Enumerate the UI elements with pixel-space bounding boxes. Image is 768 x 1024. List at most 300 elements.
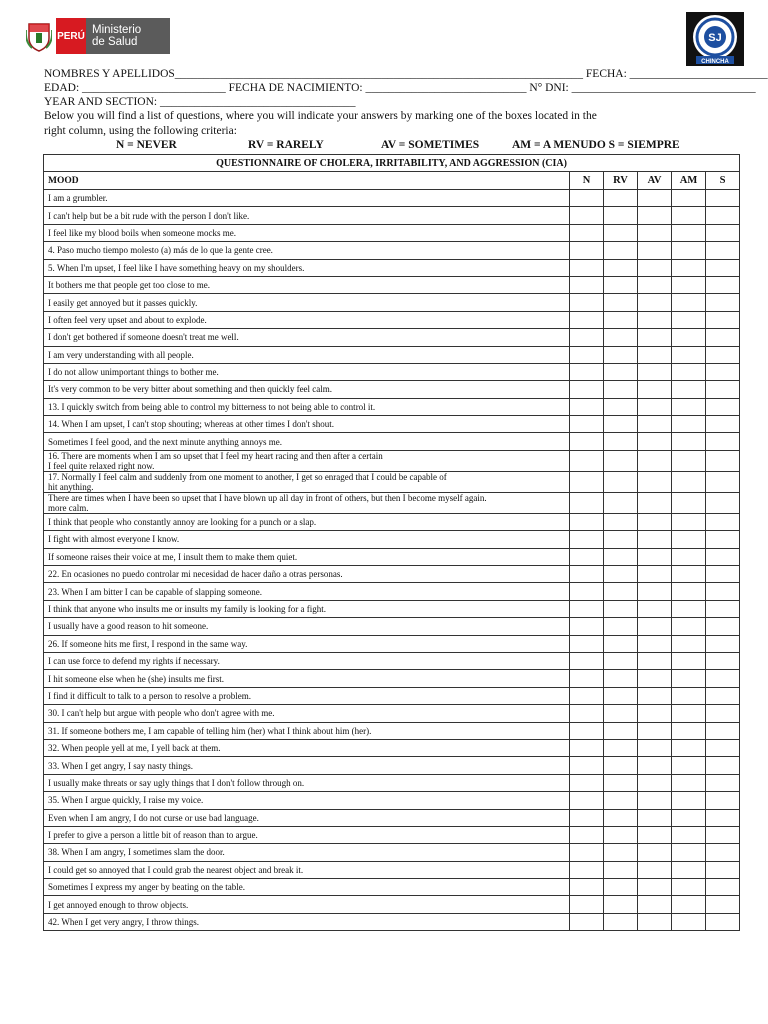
- answer-box-av[interactable]: [638, 896, 672, 913]
- answer-box-am[interactable]: [672, 739, 706, 756]
- answer-box-n[interactable]: [570, 566, 604, 583]
- year-section-line: YEAR AND SECTION: __________________________________: [44, 96, 356, 108]
- answer-box-n[interactable]: [570, 635, 604, 652]
- answer-box-s[interactable]: [706, 792, 740, 809]
- question-row: [44, 329, 740, 346]
- answer-box-s[interactable]: [706, 329, 740, 346]
- answer-box-s[interactable]: [706, 346, 740, 363]
- question-text: 22. En ocasiones no puedo controlar mi necesidad de hacer daño a otras personas.: [44, 566, 570, 583]
- question-row: [44, 670, 740, 687]
- answer-box-am[interactable]: [672, 618, 706, 635]
- question-row: [44, 450, 740, 471]
- ministry-label: [86, 18, 170, 54]
- answer-box-rv[interactable]: [604, 670, 638, 687]
- question-row: [44, 826, 740, 843]
- answer-box-n[interactable]: [570, 471, 604, 492]
- answer-box-av[interactable]: [638, 329, 672, 346]
- answer-box-rv[interactable]: [604, 548, 638, 565]
- answer-box-am[interactable]: [672, 311, 706, 328]
- answer-box-am[interactable]: [672, 381, 706, 398]
- answer-box-am[interactable]: [672, 259, 706, 276]
- question-row: [44, 896, 740, 913]
- answer-box-am[interactable]: [672, 583, 706, 600]
- column-header-rarely: RV: [604, 172, 638, 190]
- question-row: [44, 471, 740, 492]
- answer-box-s[interactable]: [706, 433, 740, 450]
- hospital-logo: [686, 12, 744, 66]
- answer-box-n[interactable]: [570, 618, 604, 635]
- answer-box-s[interactable]: [706, 722, 740, 739]
- answer-box-s[interactable]: [706, 635, 740, 652]
- column-header-sometimes: AV: [638, 172, 672, 190]
- answer-box-rv[interactable]: [604, 513, 638, 530]
- answer-box-s[interactable]: [706, 276, 740, 293]
- answer-box-s[interactable]: [706, 363, 740, 380]
- answer-box-rv[interactable]: [604, 259, 638, 276]
- instructions-line2: right column, using the following criteria:: [44, 125, 237, 137]
- question-text: I could get so annoyed that I could grab the nearest object and break it.: [44, 861, 570, 878]
- answer-box-av[interactable]: [638, 381, 672, 398]
- answer-box-n[interactable]: [570, 548, 604, 565]
- answer-box-am[interactable]: [672, 722, 706, 739]
- answer-box-rv[interactable]: [604, 635, 638, 652]
- answer-box-am[interactable]: [672, 329, 706, 346]
- answer-box-s[interactable]: [706, 652, 740, 669]
- answer-box-am[interactable]: [672, 566, 706, 583]
- answer-box-n[interactable]: [570, 294, 604, 311]
- answer-box-s[interactable]: [706, 294, 740, 311]
- question-row: [44, 259, 740, 276]
- question-text: 32. When people yell at me, I yell back at them.: [44, 739, 570, 756]
- answer-box-av[interactable]: [638, 739, 672, 756]
- question-row: [44, 433, 740, 450]
- question-row: [44, 652, 740, 669]
- answer-box-rv[interactable]: [604, 294, 638, 311]
- svg-text:SJ: SJ: [708, 32, 722, 44]
- answer-box-am[interactable]: [672, 276, 706, 293]
- answer-box-am[interactable]: [672, 190, 706, 207]
- answer-box-s[interactable]: [706, 190, 740, 207]
- answer-box-av[interactable]: [638, 809, 672, 826]
- answer-box-am[interactable]: [672, 450, 706, 471]
- question-row: [44, 416, 740, 433]
- answer-box-am[interactable]: [672, 896, 706, 913]
- answer-box-am[interactable]: [672, 600, 706, 617]
- question-text: Sometimes I express my anger by beating on the table.: [44, 879, 570, 896]
- answer-box-rv[interactable]: [604, 398, 638, 415]
- answer-box-av[interactable]: [638, 242, 672, 259]
- answer-box-av[interactable]: [638, 531, 672, 548]
- answer-box-am[interactable]: [672, 844, 706, 861]
- answer-box-rv[interactable]: [604, 450, 638, 471]
- answer-box-rv[interactable]: [604, 190, 638, 207]
- answer-box-av[interactable]: [638, 450, 672, 471]
- question-row: [44, 583, 740, 600]
- question-row: [44, 311, 740, 328]
- answer-box-am[interactable]: [672, 879, 706, 896]
- answer-box-am[interactable]: [672, 670, 706, 687]
- answer-box-n[interactable]: [570, 739, 604, 756]
- answer-box-s[interactable]: [706, 548, 740, 565]
- answer-box-am[interactable]: [672, 652, 706, 669]
- answer-box-s[interactable]: [706, 583, 740, 600]
- answer-box-am[interactable]: [672, 294, 706, 311]
- answer-box-s[interactable]: [706, 492, 740, 513]
- answer-box-s[interactable]: [706, 224, 740, 241]
- answer-box-n[interactable]: [570, 826, 604, 843]
- answer-box-am[interactable]: [672, 774, 706, 791]
- column-header-always: S: [706, 172, 740, 190]
- question-row: [44, 190, 740, 207]
- answer-box-n[interactable]: [570, 722, 604, 739]
- answer-box-s[interactable]: [706, 311, 740, 328]
- ministry-logo: [22, 18, 170, 54]
- question-text: I do not allow unimportant things to bother me.: [44, 363, 570, 380]
- question-row: [44, 242, 740, 259]
- answer-box-rv[interactable]: [604, 861, 638, 878]
- answer-box-s[interactable]: [706, 844, 740, 861]
- answer-box-av[interactable]: [638, 774, 672, 791]
- answer-box-am[interactable]: [672, 242, 706, 259]
- answer-box-av[interactable]: [638, 548, 672, 565]
- column-header-often: AM: [672, 172, 706, 190]
- answer-box-s[interactable]: [706, 531, 740, 548]
- question-text: 42. When I get very angry, I throw things.: [44, 913, 570, 930]
- answer-box-rv[interactable]: [604, 381, 638, 398]
- answer-box-am[interactable]: [672, 913, 706, 930]
- answer-box-av[interactable]: [638, 276, 672, 293]
- question-text: I think that anyone who insults me or insults my family is looking for a fight.: [44, 600, 570, 617]
- criteria-rarely: RV = RARELY: [248, 139, 324, 151]
- answer-box-am[interactable]: [672, 826, 706, 843]
- name-date-line: NOMBRES Y APELLIDOS_______________________________________________________________________ FECHA: ________________________: [44, 68, 768, 80]
- answer-box-rv[interactable]: [604, 276, 638, 293]
- answer-box-s[interactable]: [706, 861, 740, 878]
- answer-box-am[interactable]: [672, 207, 706, 224]
- answer-box-av[interactable]: [638, 311, 672, 328]
- answer-box-s[interactable]: [706, 600, 740, 617]
- answer-box-am[interactable]: [672, 687, 706, 704]
- answer-box-av[interactable]: [638, 566, 672, 583]
- answer-box-n[interactable]: [570, 705, 604, 722]
- questionnaire-table: [43, 154, 740, 931]
- answer-box-av[interactable]: [638, 416, 672, 433]
- answer-box-rv[interactable]: [604, 433, 638, 450]
- answer-box-n[interactable]: [570, 844, 604, 861]
- question-row: [44, 792, 740, 809]
- question-text: I don't get bothered if someone doesn't treat me well.: [44, 329, 570, 346]
- age-dob-dni-line: EDAD: _________________________ FECHA DE NACIMIENTO: ____________________________ N° DNI: ________________________________: [44, 82, 756, 94]
- answer-box-n[interactable]: [570, 757, 604, 774]
- answer-box-s[interactable]: [706, 739, 740, 756]
- answer-box-n[interactable]: [570, 433, 604, 450]
- answer-box-s[interactable]: [706, 670, 740, 687]
- ministry-line2: de Salud: [92, 36, 138, 48]
- answer-box-n[interactable]: [570, 450, 604, 471]
- question-text: 35. When I argue quickly, I raise my voice.: [44, 792, 570, 809]
- question-row: [44, 757, 740, 774]
- answer-box-av[interactable]: [638, 398, 672, 415]
- answer-box-am[interactable]: [672, 757, 706, 774]
- answer-box-s[interactable]: [706, 513, 740, 530]
- answer-box-n[interactable]: [570, 583, 604, 600]
- answer-box-rv[interactable]: [604, 566, 638, 583]
- answer-box-av[interactable]: [638, 792, 672, 809]
- answer-box-n[interactable]: [570, 259, 604, 276]
- answer-box-am[interactable]: [672, 398, 706, 415]
- answer-box-rv[interactable]: [604, 792, 638, 809]
- answer-box-rv[interactable]: [604, 618, 638, 635]
- answer-box-rv[interactable]: [604, 531, 638, 548]
- answer-box-av[interactable]: [638, 363, 672, 380]
- question-text: I easily get annoyed but it passes quickly.: [44, 294, 570, 311]
- question-row: [44, 513, 740, 530]
- question-row: [44, 276, 740, 293]
- answer-box-rv[interactable]: [604, 583, 638, 600]
- question-text: 38. When I am angry, I sometimes slam the door.: [44, 844, 570, 861]
- answer-box-rv[interactable]: [604, 722, 638, 739]
- answer-box-n[interactable]: [570, 190, 604, 207]
- answer-box-s[interactable]: [706, 381, 740, 398]
- answer-box-av[interactable]: [638, 259, 672, 276]
- answer-box-am[interactable]: [672, 531, 706, 548]
- answer-box-s[interactable]: [706, 242, 740, 259]
- answer-box-av[interactable]: [638, 294, 672, 311]
- answer-box-av[interactable]: [638, 687, 672, 704]
- answer-box-n[interactable]: [570, 398, 604, 415]
- answer-box-rv[interactable]: [604, 844, 638, 861]
- answer-box-n[interactable]: [570, 809, 604, 826]
- answer-box-rv[interactable]: [604, 363, 638, 380]
- criteria-never: N = NEVER: [116, 139, 177, 151]
- answer-box-rv[interactable]: [604, 896, 638, 913]
- answer-box-rv[interactable]: [604, 879, 638, 896]
- answer-box-av[interactable]: [638, 635, 672, 652]
- question-row: [44, 861, 740, 878]
- answer-box-rv[interactable]: [604, 242, 638, 259]
- answer-box-am[interactable]: [672, 513, 706, 530]
- answer-box-n[interactable]: [570, 416, 604, 433]
- answer-box-n[interactable]: [570, 311, 604, 328]
- question-text: 13. I quickly switch from being able to control my bitterness to not being able to control it.: [44, 398, 570, 415]
- answer-box-s[interactable]: [706, 566, 740, 583]
- answer-box-am[interactable]: [672, 861, 706, 878]
- answer-box-n[interactable]: [570, 896, 604, 913]
- answer-box-am[interactable]: [672, 705, 706, 722]
- answer-box-n[interactable]: [570, 600, 604, 617]
- answer-box-av[interactable]: [638, 722, 672, 739]
- answer-box-s[interactable]: [706, 774, 740, 791]
- answer-box-av[interactable]: [638, 207, 672, 224]
- answer-box-av[interactable]: [638, 879, 672, 896]
- question-row: [44, 566, 740, 583]
- answer-box-n[interactable]: [570, 381, 604, 398]
- answer-box-n[interactable]: [570, 363, 604, 380]
- answer-box-n[interactable]: [570, 242, 604, 259]
- answer-box-s[interactable]: [706, 879, 740, 896]
- answer-box-n[interactable]: [570, 670, 604, 687]
- answer-box-av[interactable]: [638, 618, 672, 635]
- question-row: [44, 618, 740, 635]
- answer-box-n[interactable]: [570, 346, 604, 363]
- question-row: [44, 913, 740, 930]
- answer-box-av[interactable]: [638, 861, 672, 878]
- answer-box-av[interactable]: [638, 913, 672, 930]
- answer-box-rv[interactable]: [604, 224, 638, 241]
- question-text: Even when I am angry, I do not curse or use bad language.: [44, 809, 570, 826]
- instructions-line1: Below you will find a list of questions, where you will indicate your answers by marking one of the boxes located in the: [44, 110, 597, 122]
- question-row: [44, 381, 740, 398]
- answer-box-rv[interactable]: [604, 207, 638, 224]
- question-text: 23. When I am bitter I can be capable of slapping someone.: [44, 583, 570, 600]
- peru-label: PERÚ: [56, 18, 86, 54]
- column-header-never: N: [570, 172, 604, 190]
- answer-box-s[interactable]: [706, 618, 740, 635]
- answer-box-n[interactable]: [570, 329, 604, 346]
- question-row: [44, 224, 740, 241]
- answer-box-rv[interactable]: [604, 492, 638, 513]
- answer-box-am[interactable]: [672, 471, 706, 492]
- answer-box-rv[interactable]: [604, 809, 638, 826]
- answer-box-av[interactable]: [638, 471, 672, 492]
- answer-box-av[interactable]: [638, 670, 672, 687]
- answer-box-am[interactable]: [672, 346, 706, 363]
- answer-box-rv[interactable]: [604, 774, 638, 791]
- answer-box-s[interactable]: [706, 207, 740, 224]
- question-row: [44, 398, 740, 415]
- answer-box-n[interactable]: [570, 207, 604, 224]
- answer-box-rv[interactable]: [604, 757, 638, 774]
- answer-box-n[interactable]: [570, 913, 604, 930]
- question-text: 16. There are moments when I am so upset that I feel my heart racing and then after a certain I feel quite relaxed right now.: [44, 450, 570, 471]
- answer-box-av[interactable]: [638, 844, 672, 861]
- answer-box-av[interactable]: [638, 433, 672, 450]
- answer-box-rv[interactable]: [604, 416, 638, 433]
- answer-box-rv[interactable]: [604, 739, 638, 756]
- answer-box-rv[interactable]: [604, 600, 638, 617]
- answer-box-am[interactable]: [672, 492, 706, 513]
- answer-box-s[interactable]: [706, 826, 740, 843]
- answer-box-n[interactable]: [570, 492, 604, 513]
- answer-box-n[interactable]: [570, 531, 604, 548]
- answer-box-av[interactable]: [638, 492, 672, 513]
- question-text: I usually have a good reason to hit someone.: [44, 618, 570, 635]
- answer-box-rv[interactable]: [604, 687, 638, 704]
- question-text: It's very common to be very bitter about something and then quickly feel calm.: [44, 381, 570, 398]
- answer-box-n[interactable]: [570, 652, 604, 669]
- answer-box-am[interactable]: [672, 548, 706, 565]
- question-row: [44, 548, 740, 565]
- question-text: 26. If someone hits me first, I respond in the same way.: [44, 635, 570, 652]
- answer-box-n[interactable]: [570, 879, 604, 896]
- answer-box-s[interactable]: [706, 809, 740, 826]
- question-text: I fight with almost everyone I know.: [44, 531, 570, 548]
- answer-box-am[interactable]: [672, 224, 706, 241]
- hospital-logo-text: CHINCHA: [701, 59, 729, 65]
- answer-box-s[interactable]: [706, 471, 740, 492]
- question-text: If someone raises their voice at me, I insult them to make them quiet.: [44, 548, 570, 565]
- answer-box-s[interactable]: [706, 416, 740, 433]
- answer-box-av[interactable]: [638, 652, 672, 669]
- question-text: I can't help but be a bit rude with the person I don't like.: [44, 207, 570, 224]
- question-text: 17. Normally I feel calm and suddenly from one moment to another, I get so enraged that I could be capable of hit anything.: [44, 471, 570, 492]
- question-text: I hit someone else when he (she) insults me first.: [44, 670, 570, 687]
- question-text: I can use force to defend my rights if necessary.: [44, 652, 570, 669]
- answer-box-s[interactable]: [706, 398, 740, 415]
- answer-box-s[interactable]: [706, 259, 740, 276]
- answer-box-n[interactable]: [570, 224, 604, 241]
- answer-box-n[interactable]: [570, 792, 604, 809]
- question-text: I am a grumbler.: [44, 190, 570, 207]
- answer-box-rv[interactable]: [604, 826, 638, 843]
- answer-box-rv[interactable]: [604, 652, 638, 669]
- answer-box-n[interactable]: [570, 774, 604, 791]
- ministry-line1: Ministerio: [92, 24, 142, 36]
- answer-box-n[interactable]: [570, 687, 604, 704]
- question-text: 4. Paso mucho tiempo molesto (a) más de lo que la gente cree.: [44, 242, 570, 259]
- answer-box-s[interactable]: [706, 757, 740, 774]
- question-row: [44, 809, 740, 826]
- answer-box-av[interactable]: [638, 600, 672, 617]
- answer-box-rv[interactable]: [604, 705, 638, 722]
- answer-box-av[interactable]: [638, 513, 672, 530]
- answer-box-am[interactable]: [672, 363, 706, 380]
- answer-box-av[interactable]: [638, 190, 672, 207]
- question-text: I feel like my blood boils when someone mocks me.: [44, 224, 570, 241]
- answer-box-s[interactable]: [706, 450, 740, 471]
- answer-box-n[interactable]: [570, 861, 604, 878]
- question-row: [44, 363, 740, 380]
- answer-box-av[interactable]: [638, 826, 672, 843]
- answer-box-am[interactable]: [672, 433, 706, 450]
- answer-box-av[interactable]: [638, 705, 672, 722]
- answer-box-s[interactable]: [706, 913, 740, 930]
- question-text: 33. When I get angry, I say nasty things.: [44, 757, 570, 774]
- question-text: I think that people who constantly annoy are looking for a punch or a slap.: [44, 513, 570, 530]
- answer-box-rv[interactable]: [604, 346, 638, 363]
- answer-box-am[interactable]: [672, 809, 706, 826]
- answer-box-s[interactable]: [706, 687, 740, 704]
- answer-box-av[interactable]: [638, 224, 672, 241]
- answer-box-rv[interactable]: [604, 471, 638, 492]
- answer-box-s[interactable]: [706, 896, 740, 913]
- question-text: It bothers me that people get too close to me.: [44, 276, 570, 293]
- question-text: I find it difficult to talk to a person to resolve a problem.: [44, 687, 570, 704]
- answer-box-am[interactable]: [672, 635, 706, 652]
- answer-box-am[interactable]: [672, 416, 706, 433]
- answer-box-n[interactable]: [570, 513, 604, 530]
- answer-box-n[interactable]: [570, 276, 604, 293]
- answer-box-rv[interactable]: [604, 913, 638, 930]
- answer-box-rv[interactable]: [604, 329, 638, 346]
- question-text: 14. When I am upset, I can't stop shouting; whereas at other times I don't shout.: [44, 416, 570, 433]
- coat-of-arms-icon: [22, 18, 56, 54]
- question-row: [44, 844, 740, 861]
- question-text: There are times when I have been so upset that I have blown up all day in front of others, but then I become myself again. more calm.: [44, 492, 570, 513]
- answer-box-s[interactable]: [706, 705, 740, 722]
- question-row: [44, 687, 740, 704]
- answer-box-am[interactable]: [672, 792, 706, 809]
- answer-box-av[interactable]: [638, 583, 672, 600]
- question-text: I am very understanding with all people.: [44, 346, 570, 363]
- question-row: [44, 600, 740, 617]
- answer-box-av[interactable]: [638, 757, 672, 774]
- answer-box-rv[interactable]: [604, 311, 638, 328]
- question-row: [44, 635, 740, 652]
- answer-box-av[interactable]: [638, 346, 672, 363]
- question-row: [44, 294, 740, 311]
- question-row: [44, 705, 740, 722]
